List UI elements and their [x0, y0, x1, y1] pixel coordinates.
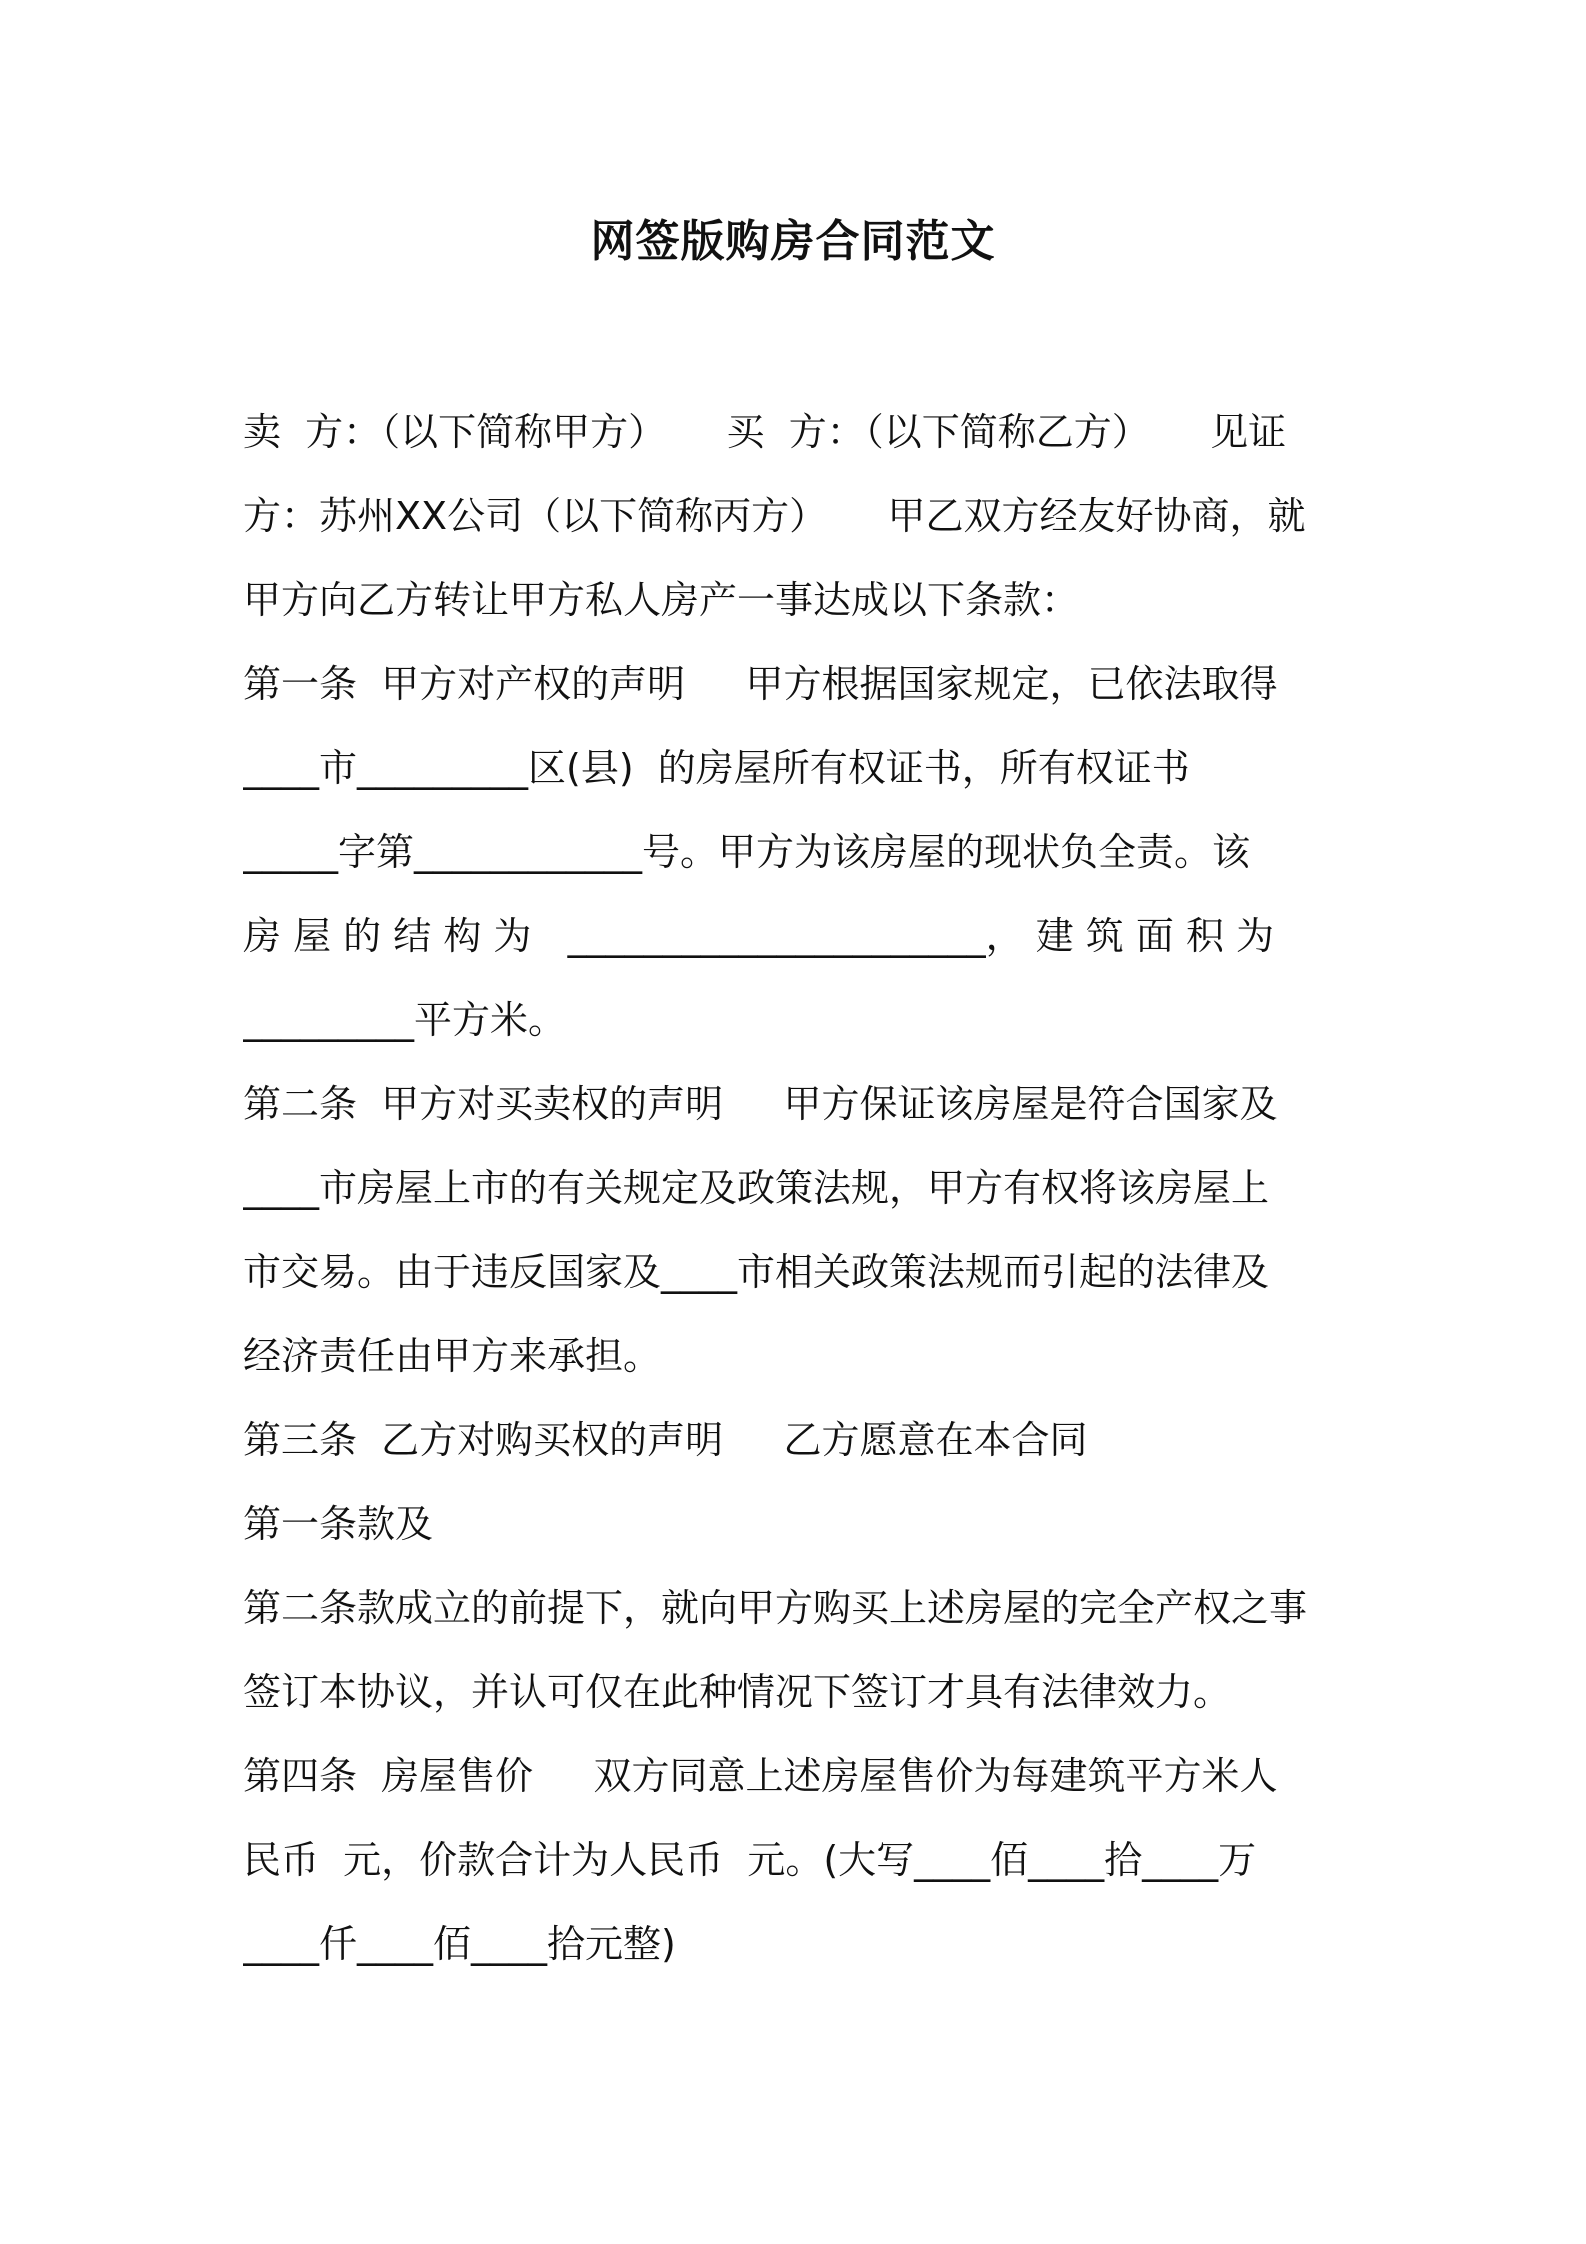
- paragraph-line: 第一条款及: [243, 1502, 434, 1546]
- paragraph-line: 方：苏州XX公司（以下简称丙方） 甲乙双方经友好协商，就: [243, 494, 1306, 538]
- paragraph-line: 房 屋 的 结 构 为 ______________________， 建 筑 面 积 为: [243, 914, 1275, 958]
- paragraph-line: 第二条款成立的前提下，就向甲方购买上述房屋的完全产权之事: [243, 1586, 1308, 1630]
- paragraph-line: 签订本协议，并认可仅在此种情况下签订才具有法律效力。: [243, 1670, 1232, 1714]
- paragraph-line: ____市_________区(县) 的房屋所有权证书，所有权证书: [243, 746, 1190, 790]
- paragraph-line: 第三条 乙方对购买权的声明 乙方愿意在本合同: [243, 1418, 1088, 1462]
- paragraph-line: 卖 方：（以下简称甲方） 买 方：（以下简称乙方） 见证: [243, 410, 1287, 454]
- paragraph-line: _____字第____________号。甲方为该房屋的现状负全责。该: [243, 830, 1251, 874]
- paragraph-line: 经济责任由甲方来承担。: [243, 1334, 662, 1378]
- paragraph-line: 民币 元，价款合计为人民币 元。(大写____佰____拾____万: [243, 1838, 1257, 1882]
- paragraph-line: ____仟____佰____拾元整): [243, 1922, 676, 1966]
- paragraph-line: ____市房屋上市的有关规定及政策法规，甲方有权将该房屋上: [243, 1166, 1270, 1210]
- paragraph-line: 第一条 甲方对产权的声明 甲方根据国家规定，已依法取得: [243, 662, 1278, 706]
- paragraph-line: 第二条 甲方对买卖权的声明 甲方保证该房屋是符合国家及: [243, 1082, 1278, 1126]
- paragraph-line: 市交易。由于违反国家及____市相关政策法规而引起的法律及: [243, 1250, 1270, 1294]
- paragraph-line: 第四条 房屋售价 双方同意上述房屋售价为每建筑平方米人: [243, 1754, 1278, 1798]
- document-title: 网签版购房合同范文: [590, 216, 996, 267]
- paragraph-line: 甲方向乙方转让甲方私人房产一事达成以下条款：: [243, 578, 1080, 622]
- paragraph-line: _________平方米。: [243, 998, 567, 1042]
